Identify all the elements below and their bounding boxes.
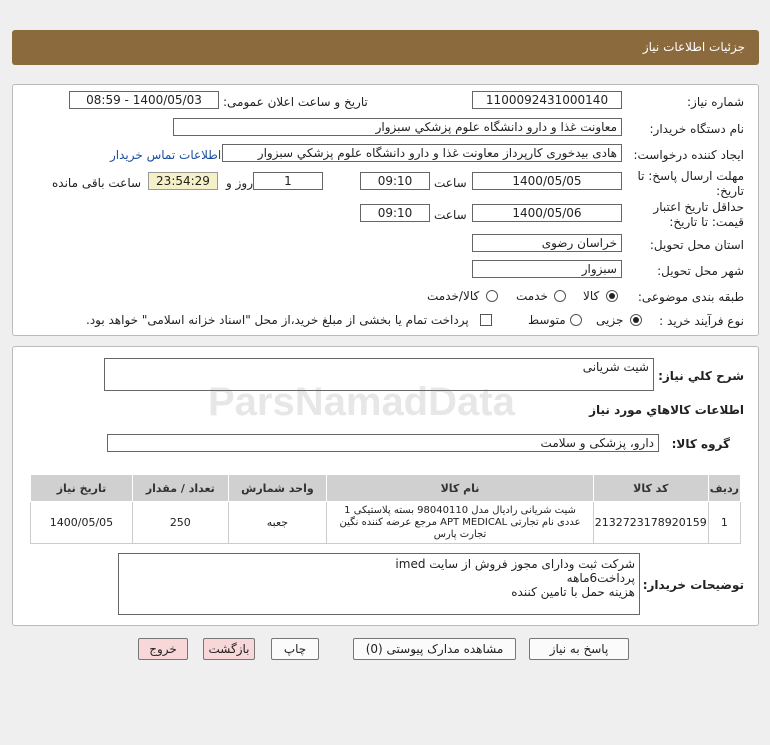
process-label: نوع فرآیند خرید : — [659, 314, 744, 328]
treasury-payment-note: پرداخت تمام یا بخشی از مبلغ خرید،از محل "اسناد خزانه اسلامی" خواهد بود. — [86, 313, 469, 327]
cell-row: 1 — [708, 502, 740, 544]
summary-label: شرح کلي نياز: — [658, 369, 744, 383]
col-date: تاریخ نیاز — [31, 475, 133, 502]
deadline-time-field: 09:10 — [360, 172, 430, 190]
buyer-org-label: نام دستگاه خریدار: — [649, 122, 744, 136]
province-field: خراسان رضوی — [472, 234, 622, 252]
goods-group-field: دارو، پزشکی و سلامت — [107, 434, 659, 452]
validity-date-field: 1400/05/06 — [472, 204, 622, 222]
buyer-note-line: هزینه حمل با تامین کننده — [511, 585, 635, 599]
buyer-org-field: معاونت غذا و دارو دانشگاه علوم پزشكي سبزوار — [173, 118, 622, 136]
province-label: استان محل تحویل: — [649, 238, 744, 252]
buyer-note-line: شرکت ثبت ودارای مجوز فروش از سایت imed — [395, 557, 635, 571]
validity-time-field: 09:10 — [360, 204, 430, 222]
need-number-label: شماره نیاز: — [687, 95, 744, 109]
cell-date: 1400/05/05 — [31, 502, 133, 544]
exit-button[interactable]: خروج — [138, 638, 188, 660]
buyer-note-line: پرداخت6ماهه — [566, 571, 635, 585]
buyer-notes-label: توضیحات خریدار: — [642, 578, 744, 592]
validity-time-label: ساعت — [434, 208, 467, 222]
cell-name: شیت شریانی رادیال مدل 98040110 بسته پلاستیکی 1 عددی نام تجارتی APT MEDICAL مرجع عرضه کننده نگین تجارت پارس — [327, 502, 594, 544]
goods-group-label: گروه کالا: — [671, 437, 730, 451]
back-button[interactable]: بازگشت — [203, 638, 255, 660]
view-documents-button[interactable]: مشاهده مدارک پیوستی (0) — [353, 638, 516, 660]
table-row — [31, 502, 741, 544]
summary-field: شیت شریانی — [104, 358, 654, 391]
category-both-radio[interactable] — [486, 290, 498, 302]
deadline-label: مهلت ارسال پاسخ: تا — [637, 169, 744, 183]
col-code: کد کالا — [593, 475, 708, 502]
category-both-label: کالا/خدمت — [427, 289, 480, 303]
city-label: شهر محل تحویل: — [657, 264, 744, 278]
col-qty: تعداد / مقدار — [132, 475, 228, 502]
page-header — [12, 30, 759, 65]
category-label: طبقه بندی موضوعی: — [637, 290, 744, 304]
page-title: جزئیات اطلاعات نیاز — [642, 40, 745, 54]
process-medium-radio[interactable] — [570, 314, 582, 326]
category-service-label: خدمت — [516, 289, 548, 303]
announce-label: تاریخ و ساعت اعلان عمومی: — [223, 95, 368, 109]
col-unit: واحد شمارش — [228, 475, 327, 502]
reply-button[interactable]: پاسخ به نیاز — [529, 638, 629, 660]
category-goods-label: کالا — [583, 289, 600, 303]
remaining-label: ساعت باقی مانده — [52, 176, 142, 190]
col-name: نام کالا — [327, 475, 594, 502]
deadline-date-field: 1400/05/05 — [472, 172, 622, 190]
contact-buyer-link[interactable]: اطلاعات تماس خریدار — [110, 148, 222, 162]
print-button[interactable]: چاپ — [271, 638, 319, 660]
goods-table-header — [31, 475, 741, 502]
announce-field: 1400/05/03 - 08:59 — [69, 91, 219, 109]
validity-label: حداقل تاریخ اعتبار — [653, 200, 744, 214]
remaining-time-field: 23:54:29 — [148, 172, 218, 190]
category-service-radio[interactable] — [554, 290, 566, 302]
validity-label-2: قیمت: تا تاریخ: — [669, 215, 744, 229]
deadline-label-2: تاریخ: — [716, 184, 744, 198]
days-label: روز و — [226, 176, 253, 190]
creator-label: ایجاد کننده درخواست: — [633, 148, 744, 162]
need-number-field: 1100092431000140 — [472, 91, 622, 109]
col-row: ردیف — [708, 475, 740, 502]
treasury-payment-checkbox[interactable] — [480, 314, 492, 326]
process-medium-label: متوسط — [528, 313, 566, 327]
cell-unit: جعبه — [228, 502, 327, 544]
cell-qty: 250 — [132, 502, 228, 544]
creator-field: هادی بیدخوری کارپرداز معاونت غذا و دارو دانشگاه علوم پزشكي سبزوار — [222, 144, 622, 162]
deadline-time-label: ساعت — [434, 176, 467, 190]
goods-table — [30, 474, 741, 544]
goods-info-title: اطلاعات کالاهاي مورد نياز — [589, 403, 744, 417]
process-minor-label: جزیی — [596, 313, 624, 327]
cell-code: 2132723178920159 — [593, 502, 708, 544]
category-goods-radio[interactable] — [606, 290, 618, 302]
days-field: 1 — [253, 172, 323, 190]
buyer-notes-field — [118, 553, 640, 615]
process-minor-radio[interactable] — [630, 314, 642, 326]
city-field: سبزوار — [472, 260, 622, 278]
